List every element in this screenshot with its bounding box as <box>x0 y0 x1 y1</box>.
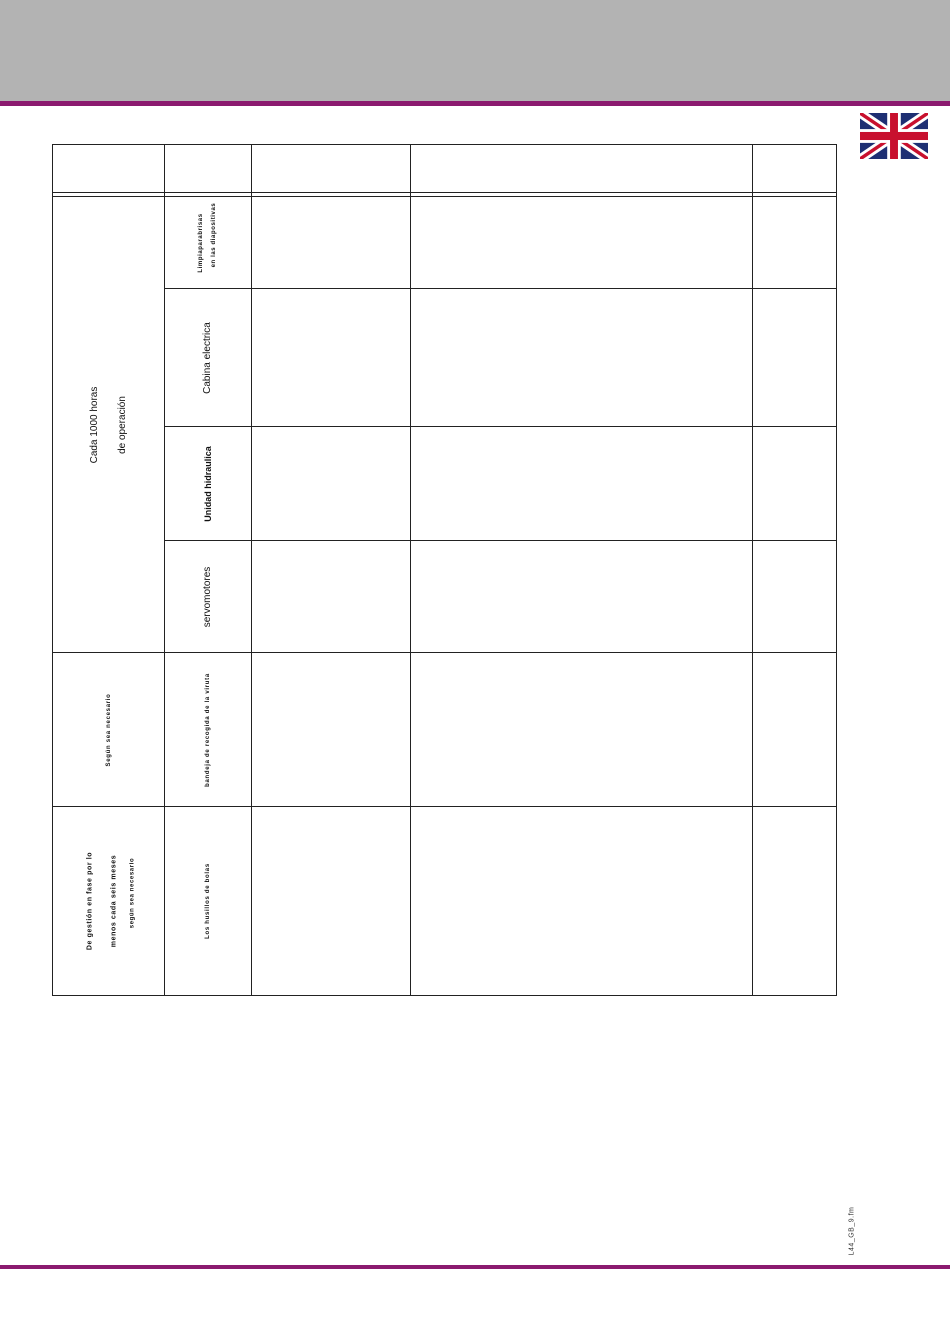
interval-group-six-months <box>53 807 164 995</box>
uk-flag-icon <box>860 113 928 159</box>
footer-accent-line <box>0 1265 950 1269</box>
item-label: servomotores <box>202 566 213 627</box>
header-band <box>0 0 950 101</box>
item-label: Los husillos de bolas <box>205 863 211 939</box>
interval-group-as-needed <box>53 653 164 806</box>
interval-label-line3: según sea necesario <box>129 857 135 929</box>
item-husillos-bolas <box>165 807 251 995</box>
item-label-line1: Limpiaparabrisas <box>198 212 204 273</box>
item-label: Unidad hidraulica <box>203 445 213 522</box>
interval-group-1000-hours <box>53 197 164 652</box>
header-accent-line <box>0 101 950 106</box>
interval-label-line1: De gestión en fase por lo <box>86 851 93 951</box>
file-reference-text: L44_GB_9.fm <box>848 1206 856 1256</box>
item-servomotores <box>165 541 251 652</box>
interval-label-line1: Según sea necesario <box>105 693 112 766</box>
item-cabina-electrica <box>165 289 251 426</box>
file-reference <box>846 1206 858 1256</box>
interval-label-line2: menos cada seis meses <box>110 854 117 948</box>
interval-label-line2: de operación <box>116 395 128 454</box>
item-label-line2: en las diapositivas <box>211 202 217 267</box>
item-label: bandeja de recogida de la viruta <box>205 672 211 787</box>
item-limpiaparabrisas <box>165 197 251 288</box>
interval-label-line1: Cada 1000 horas <box>88 386 100 463</box>
item-label: Cabina electrica <box>202 321 213 394</box>
item-unidad-hidraulica <box>165 427 251 540</box>
item-bandeja-viruta <box>165 653 251 806</box>
